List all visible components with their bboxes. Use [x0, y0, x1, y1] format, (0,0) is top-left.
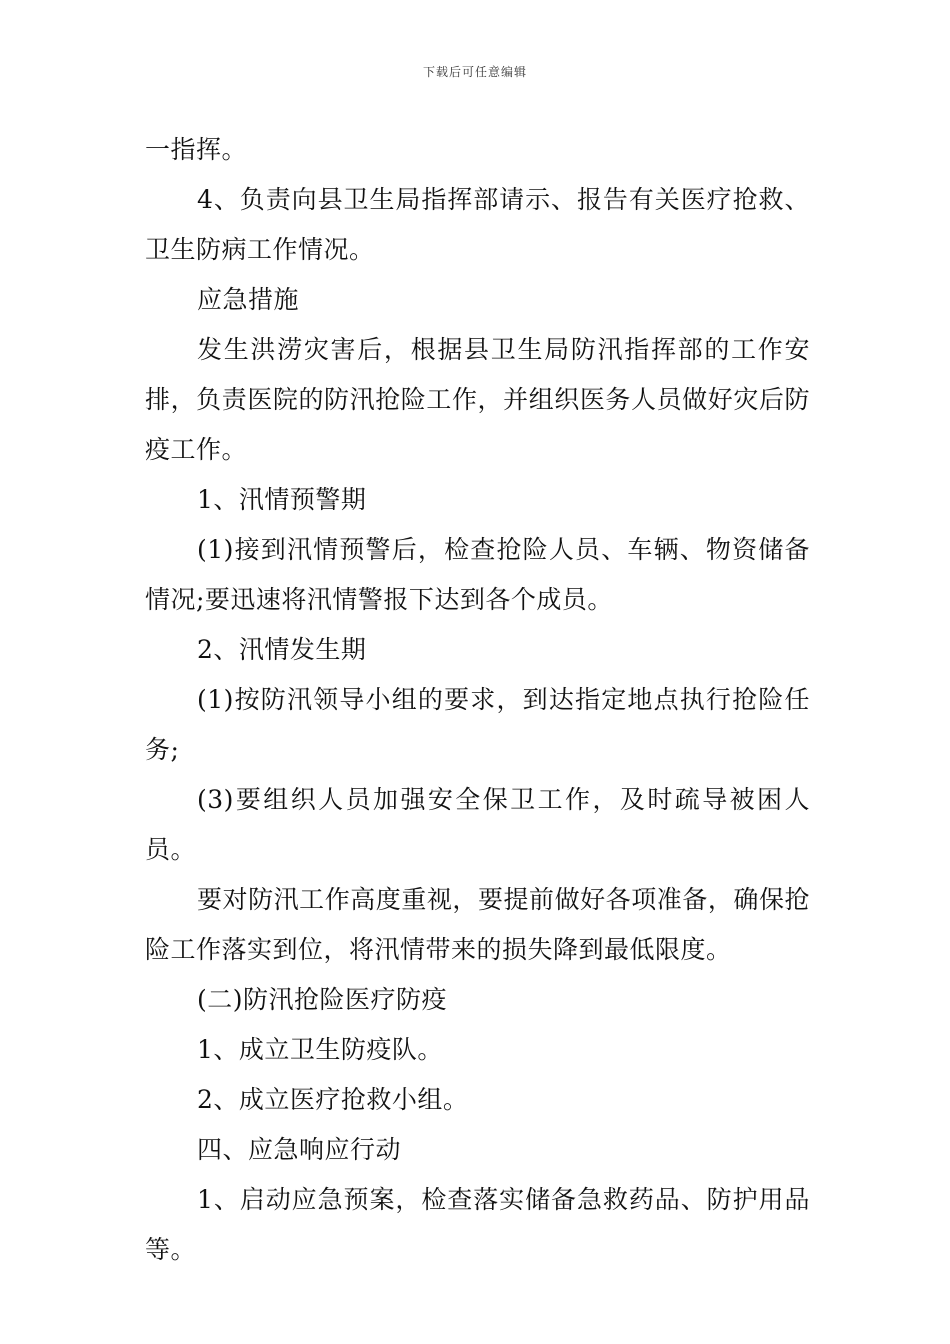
subheading-medical-epidemic-prevention: (二)防汛抢险医疗防疫 [197, 985, 448, 1014]
section-heading-emergency-measures: 应急措施 [197, 285, 300, 314]
paragraph-2: 4、负责向县卫生局指挥部请示、报告有关医疗抢救、卫生防病工作情况。 [145, 185, 810, 264]
paragraph-8: (1)按防汛领导小组的要求，到达指定地点执行抢险任务; [145, 685, 810, 764]
subheading-flood-period: 2、汛情发生期 [197, 635, 367, 664]
paragraph-9: (3)要组织人员加强安全保卫工作，及时疏导被困人员。 [145, 785, 810, 864]
page-header-note: 下载后可任意编辑 [422, 65, 527, 79]
paragraph-15: 1、启动应急预案，检查落实储备急救药品、防护用品等。 [145, 1185, 810, 1264]
paragraph-12: 1、成立卫生防疫队。 [197, 1035, 443, 1064]
paragraph-4: 发生洪涝灾害后，根据县卫生局防汛指挥部的工作安排，负责医院的防汛抢险工作，并组织医务人员做好灾后防疫工作。 [145, 335, 810, 464]
paragraph-6: (1)接到汛情预警后，检查抢险人员、车辆、物资储备情况;要迅速将汛情警报下达到各个成员。 [145, 535, 810, 614]
paragraph-13: 2、成立医疗抢救小组。 [197, 1085, 469, 1114]
section-heading-emergency-response: 四、应急响应行动 [197, 1135, 402, 1164]
paragraph-10: 要对防汛工作高度重视，要提前做好各项准备，确保抢险工作落实到位，将汛情带来的损失降到最低限度。 [145, 885, 810, 964]
subheading-warning-period: 1、汛情预警期 [197, 485, 367, 514]
paragraph-1: 一指挥。 [145, 135, 248, 164]
document-body [145, 125, 810, 1275]
